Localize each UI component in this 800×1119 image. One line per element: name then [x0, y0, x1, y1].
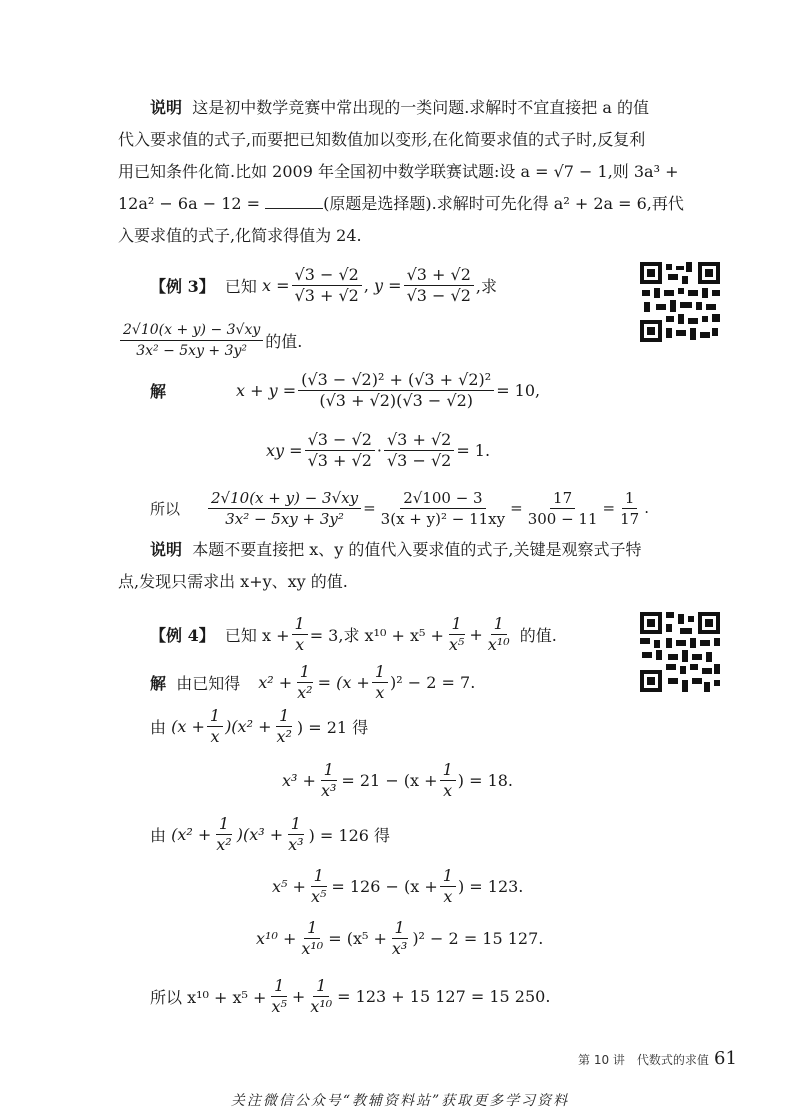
- note1-line2: 代入要求值的式子,而要把已知数值加以变形,在化简要求值的式子时,反复利: [118, 130, 646, 149]
- ex4-frac-x3-3: $\frac{1}{\text{x³}}$: [391, 917, 408, 958]
- ex3-result-fraction-1: $\frac{2√10(x + y) - 3√xy}{\text{3x² − 5xy + 3y²}}$: [208, 488, 361, 529]
- ex4-frac-x3-2: $\frac{1}{\text{x³}}$: [288, 813, 304, 854]
- ex4-step1: 解 由已知得 x² + $\frac{1}{\text{x²}}$ = (x + $\frac{1}{x}$ )² − 2 = 7.: [150, 661, 476, 702]
- ex4-frac-x-4: $\frac{1}{x}$: [440, 866, 456, 907]
- ex4-conclusion: 所以 x¹⁰ + x⁵ + $\frac{1}{\text{x⁵}}$ + $\frac{1}{\text{x¹⁰}}$ = 123 + 15 127 = 15 250.: [150, 975, 551, 1016]
- ex3-y-fraction: $\frac{√3 + √2}{√3 - √2}$: [404, 265, 474, 306]
- note1-line5: 入要求值的式子,化简求得值为 24.: [118, 226, 362, 245]
- ex4-frac-x-3: $\frac{1}{x}$: [440, 760, 456, 801]
- ex3-conclusion: 所以 $\frac{2√10(x + y) - 3√xy}{\text{3x² − 5xy + 3y²}}$ = $\frac{2√100 - 3}{\text{3(x + y)² − 11xy}}$ = $\frac{17}{300 - 11}$ = $\frac{1}{17}$ .: [150, 488, 649, 528]
- ex4-frac-x10: $\frac{1}{\text{x¹⁰}}$: [301, 917, 324, 958]
- ex4-frac-x5: $\frac{1}{\text{x⁵}}$: [310, 865, 327, 906]
- ex4-step6: x¹⁰ + $\frac{1}{\text{x¹⁰}}$ = (x⁵ + $\frac{1}{\text{x³}}$ )² − 2 = 15 127.: [256, 917, 544, 958]
- ex3-problem-line1: 【例 3】 已知 x = $\frac{√3 - √2}{√3 + √2}$ , y = $\frac{√3 + √2}{√3 - √2}$ ,求: [150, 264, 497, 305]
- promo-banner: 关注微信公众号“教辅资料站”获取更多学习资料: [230, 1093, 570, 1109]
- ex4-frac-x3: $\frac{1}{\text{x³}}$: [320, 759, 337, 800]
- ex4-step3: x³ + $\frac{1}{\text{x³}}$ = 21 − (x + $\frac{1}{x}$ ) = 18.: [282, 759, 514, 800]
- chapter-title: 第 10 讲 代数式的求值: [578, 1053, 709, 1067]
- ex4-step2: 由 (x + $\frac{1}{x}$ )(x² + $\frac{1}{\text{x²}}$ ) = 21 得: [150, 705, 369, 746]
- ex4-frac-x: $\frac{1}{x}$: [372, 662, 388, 703]
- ex4-final-frac-x5: $\frac{1}{\text{x⁵}}$: [271, 975, 287, 1016]
- ex4-frac-x2-3: $\frac{1}{\text{x²}}$: [216, 813, 232, 854]
- note1-line1: 说明 这是初中数学竞赛中常出现的一类问题.求解时不宜直接把 a 的值: [150, 98, 649, 117]
- ex4-final-frac-x10: $\frac{1}{\text{x¹⁰}}$: [310, 975, 333, 1016]
- ex3-x-fraction: $\frac{√3 - √2}{√3 + √2}$: [292, 265, 362, 306]
- ex4-step5: x⁵ + $\frac{1}{\text{x⁵}}$ = 126 − (x + $\frac{1}{x}$ ) = 123.: [272, 865, 524, 906]
- ex3-sum-fraction: $\frac{\text{(√3 − √2)² + (√3 + √2)²}}{(√3 + √2)(√3 - √2)}$: [298, 370, 494, 411]
- ex4-one-over-x10: $\frac{1}{\text{x¹⁰}}$: [487, 613, 510, 654]
- ex4-frac-x2-2: $\frac{1}{\text{x²}}$: [276, 705, 292, 746]
- qr-code-example3[interactable]: [640, 262, 720, 342]
- ex3-product-fraction-2: $\frac{√3 + √2}{√3 - √2}$: [384, 430, 454, 471]
- ex4-problem: 【例 4】 已知 x + $\frac{1}{x}$ = 3,求 x¹⁰ + x⁵ + $\frac{1}{\text{x⁵}}$ + $\frac{1}{\text{x¹⁰}}$ 的值.: [150, 613, 557, 654]
- ex3-problem-line2: $\frac{2√10(x + y) - 3√xy}{\text{3x² − 5xy + 3y²}}$ 的值.: [118, 318, 302, 362]
- ex4-one-over-x: $\frac{1}{x}$: [292, 614, 308, 655]
- page-footer: [578, 1048, 737, 1069]
- ex4-frac-x2: $\frac{1}{\text{x²}}$: [297, 661, 313, 702]
- ex3-product-fraction-1: $\frac{√3 - √2}{√3 + √2}$: [305, 430, 375, 471]
- ex4-step4: 由 (x² + $\frac{1}{\text{x²}}$ )(x³ + $\frac{1}{\text{x³}}$ ) = 126 得: [150, 813, 391, 854]
- ex3-expression-fraction: $\frac{2√10(x + y) - 3√xy}{\text{3x² − 5xy + 3y²}}$: [120, 320, 263, 361]
- ex3-solution-sum: 解 x + y = $\frac{\text{(√3 − √2)² + (√3 + √2)²}}{(√3 + √2)(√3 - √2)}$ = 10,: [150, 369, 541, 410]
- qr-code-example4[interactable]: [640, 612, 720, 692]
- ex4-one-over-x5: $\frac{1}{\text{x⁵}}$: [448, 613, 465, 654]
- note1-label: 说明: [150, 98, 183, 117]
- answer-blank: [265, 194, 323, 209]
- ex3-note-line1: 说明 本题不要直接把 x、y 的值代入要求值的式子,关键是观察式子特: [150, 540, 642, 559]
- note1-line3: 用已知条件化简.比如 2009 年全国初中数学联赛试题:设 a = √7 − 1,则 3a³ +: [118, 162, 679, 181]
- ex3-result-fraction-2: $\frac{2√100 - 3}{\text{3(x + y)² − 11xy}}$: [380, 488, 506, 528]
- ex3-solution-product: xy = $\frac{√3 - √2}{√3 + √2}$ · $\frac{√3 + √2}{√3 - √2}$ = 1.: [266, 429, 491, 470]
- ex4-frac-x-2: $\frac{1}{x}$: [207, 706, 223, 747]
- ex3-note-line2: 点,发现只需求出 x+y、xy 的值.: [118, 572, 348, 591]
- ex3-result-fraction-4: $\frac{1}{17}$: [620, 488, 640, 528]
- page-number: 61: [714, 1048, 737, 1069]
- ex3-result-fraction-3: $\frac{17}{300 - 11}$: [527, 488, 598, 528]
- note1-line4: 12a² − 6a − 12 = (原题是选择题).求解时可先化得 a² + 2a = 6,再代: [118, 194, 684, 213]
